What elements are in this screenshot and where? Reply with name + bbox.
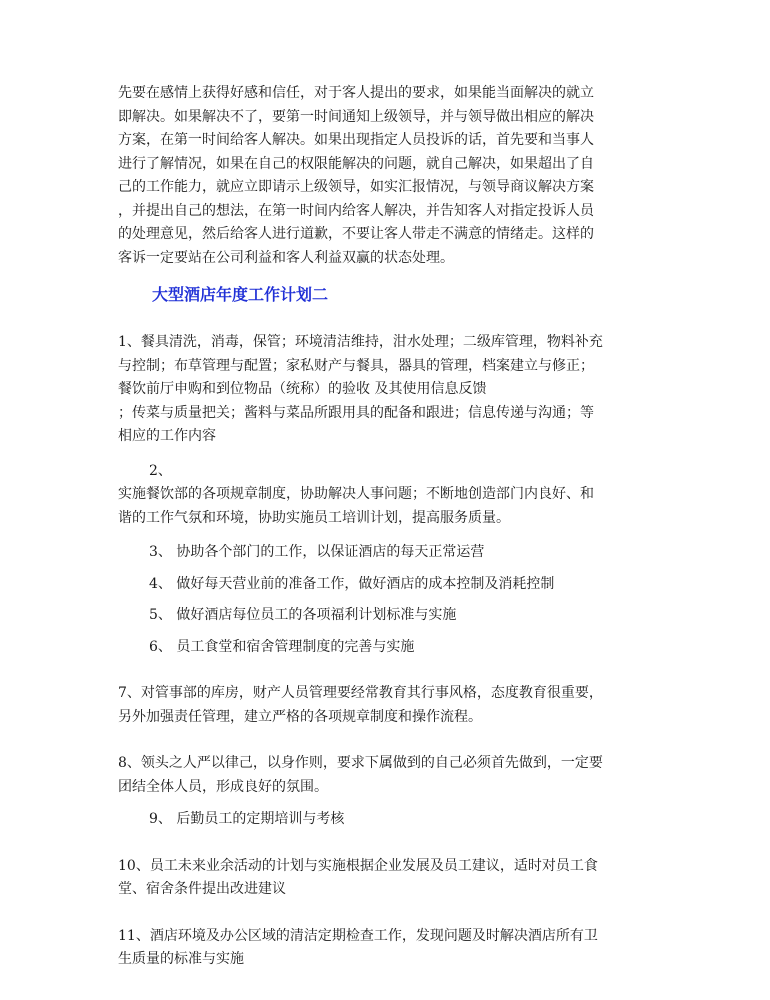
list-item-4: 4、 做好每天营业前的准备工作，做好酒店的成本控制及消耗控制: [149, 575, 555, 592]
intro-paragraph: 先要在感情上获得好感和信任，对于客人提出的要求，如果能当面解决的就立 即解决。如果解决不了，要第一时间通知上级领导，并与领导做出相应的解决 方案，在第一时间给客人解决。如果出现指定人员投诉的话，首先要和当事人 进行了解情况，如果在自己的权限能解决的问题，就自己解决，如果超出了自 己的工作能力，就应立即请示上级领导，如实汇报情况，与领导商议解决方案 ，并提出自己的想法，在第一时间内给客人解决，并告知客人对指定投诉人员 的处理意见，然后给客人进行道歉，不要让客人带走不满意的情绪走。这样的 客诉一定要站在公司利益和客人利益双赢的状态处理。: [118, 85, 594, 266]
list-item-8: 8、领头之人严以律己，以身作则，要求下属做到的自己必须首先做到，一定要 团结全体人员，形成良好的氛围。: [118, 755, 603, 795]
list-item-1: 1、餐具清洗，消毒，保管；环境清洁维持，泔水处理；二级库管理，物料补充 与控制；布草管理与配置；家私财产与餐具，器具的管理，档案建立与修正； 餐饮前厅申购和到位物品（统称）的验收 及其使用信息反馈 ；传菜与质量把关；酱料与菜品所跟用具的配备和跟进；信息传递与沟通；等 相应的工作内容: [118, 334, 603, 444]
list-item-2-number: 2、: [149, 462, 172, 479]
document-page: [118, 82, 658, 972]
list-item-5: 5、 做好酒店每位员工的各项福利计划标准与实施: [149, 607, 457, 623]
list-item-11: 11、酒店环境及办公区域的清洁定期检查工作，发现问题及时解决酒店所有卫 生质量的标准与实施: [118, 927, 598, 967]
list-item-6: 6、 员工食堂和宿舍管理制度的完善与实施: [149, 638, 415, 655]
list-item-9: 9、 后勤员工的定期培训与考核: [149, 811, 345, 827]
list-item-10: 10、员工未来业余活动的计划与实施根据企业发展及员工建议，适时对员工食 堂、宿舍条件提出改进建议: [118, 857, 598, 897]
list-item-3: 3、 协助各个部门的工作，以保证酒店的每天正常运营: [149, 544, 485, 560]
section-title: 大型酒店年度工作计划二: [152, 285, 329, 304]
list-item-7: 7、对管事部的库房，财产人员管理要经常教育其行事风格，态度教育很重要， 另外加强责任管理，建立严格的各项规章制度和操作流程。: [118, 685, 603, 725]
list-item-2-body: 实施餐饮部的各项规章制度，协助解决人事问题；不断地创造部门内良好、和 谐的工作气氛和环境，协助实施员工培训计划，提高服务质量。: [118, 486, 594, 526]
